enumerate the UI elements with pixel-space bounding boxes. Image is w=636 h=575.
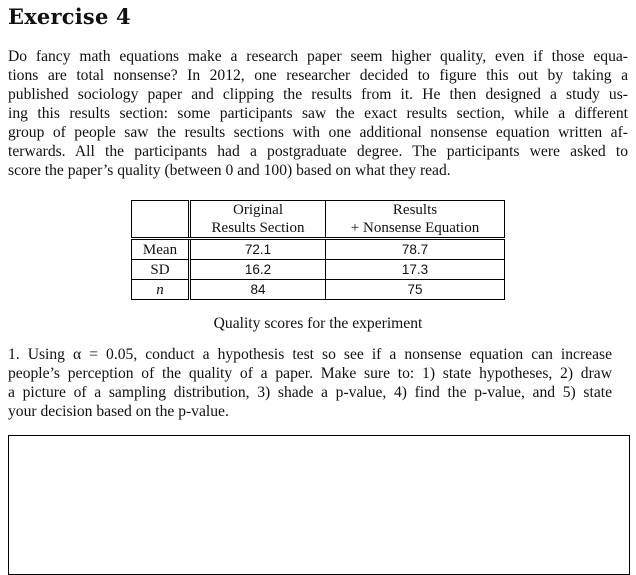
question-line: 1. Using α = 0.05, conduct a hypothesis test so see if a nonsense equation can increase	[8, 346, 612, 363]
question-line: your decision based on the p-value.	[8, 403, 229, 420]
cell-original: 84	[190, 280, 326, 300]
question-line: a picture of a sampling distribution, 3) shade a p-value, 4) find the p-value, and 5) state	[8, 384, 612, 401]
row-label: SD	[132, 260, 190, 280]
intro-paragraph	[8, 47, 628, 180]
table-caption: Quality scores for the experiment	[213, 315, 423, 332]
table-header-row	[132, 201, 505, 239]
table-row	[132, 280, 505, 300]
row-label: n	[132, 280, 190, 300]
table-row	[132, 260, 505, 280]
intro-line: group of people saw the results sections with one additional nonsense equation written af-	[8, 124, 628, 141]
question-1	[8, 345, 612, 421]
question-line: people’s perception of the quality of a paper. Make sure to: 1) state hypotheses, 2) draw	[8, 365, 612, 382]
exercise-title: Exercise 4	[8, 4, 131, 29]
header-original	[190, 201, 326, 239]
intro-line: terwards. All the participants had a postgraduate degree. The participants were asked to	[8, 143, 628, 160]
header-nonsense	[326, 201, 505, 239]
intro-line: score the paper’s quality (between 0 and 100) based on what they read.	[8, 162, 451, 179]
intro-line: published sociology paper and clipping the results from it. He then designed a study us-	[8, 86, 628, 103]
cell-nonsense: 78.7	[326, 239, 505, 260]
intro-line: ing this results section: some participants saw the exact results section, while a different	[8, 105, 628, 122]
intro-line: Do fancy math equations make a research paper seem higher quality, even if those equa-	[8, 48, 628, 65]
header-nonsense-line2: + Nonsense Equation	[350, 220, 480, 236]
cell-nonsense: 75	[326, 280, 505, 300]
table-row	[132, 239, 505, 260]
corner-cell	[132, 201, 190, 239]
row-label: Mean	[132, 239, 190, 260]
cell-nonsense: 17.3	[326, 260, 505, 280]
intro-line: tions are total nonsense? In 2012, one researcher decided to figure this out by taking a	[8, 67, 628, 84]
header-original-line2: Results Section	[211, 220, 305, 236]
cell-original: 16.2	[190, 260, 326, 280]
answer-box[interactable]	[8, 435, 630, 575]
header-original-line1: Original	[233, 202, 283, 218]
results-table	[131, 200, 505, 300]
header-nonsense-line1: Results	[392, 202, 438, 218]
cell-original: 72.1	[190, 239, 326, 260]
